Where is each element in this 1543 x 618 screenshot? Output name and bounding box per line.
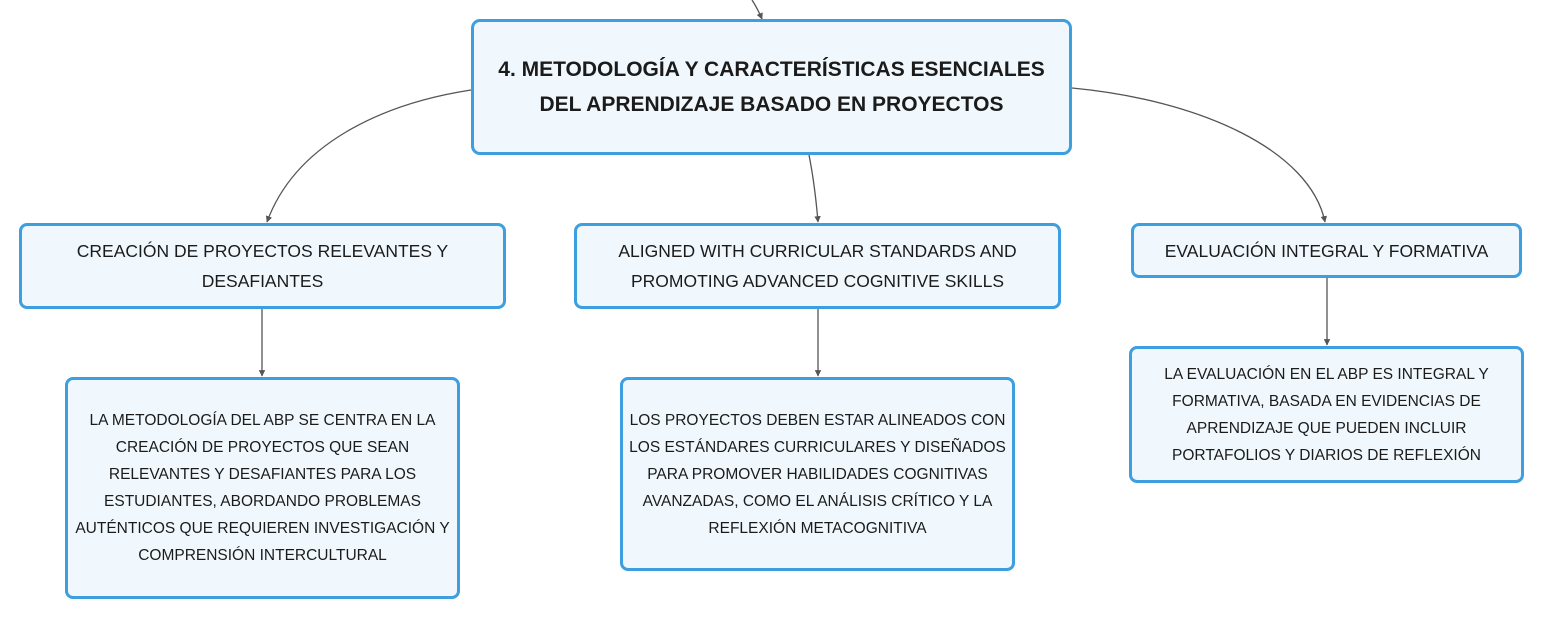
detail-node-3[interactable] [1129,346,1524,483]
detail-node-2-text: LOS PROYECTOS DEBEN ESTAR ALINEADOS CON LOS ESTÁNDARES CURRICULARES Y DISEÑADOS PARA PROMOVER HABILIDADES COGNITIVAS AVANZADAS, COMO EL ANÁLISIS CRÍTICO Y LA REFLEXIÓN METACOGNITIVA [629,411,1006,537]
detail-node-2[interactable] [620,377,1015,571]
branch-node-1[interactable] [19,223,506,309]
connector-root-to-branch-3 [1072,88,1325,222]
branch-node-3[interactable] [1131,223,1522,278]
branch-node-1-label: CREACIÓN DE PROYECTOS RELEVANTES Y DESAFIANTES [76,241,449,291]
branch-node-2-label: ALIGNED WITH CURRICULAR STANDARDS AND PROMOTING ADVANCED COGNITIVE SKILLS [618,241,1017,291]
root-node-title: 4. METODOLOGÍA Y CARACTERÍSTICAS ESENCIALES DEL APRENDIZAJE BASADO EN PROYECTOS [498,58,1045,116]
branch-node-2[interactable] [574,223,1061,309]
root-node[interactable] [471,19,1072,155]
detail-node-1[interactable] [65,377,460,599]
connector-root-to-branch-2 [809,155,818,222]
detail-node-3-text: LA EVALUACIÓN EN EL ABP ES INTEGRAL Y FORMATIVA, BASADA EN EVIDENCIAS DE APRENDIZAJE QUE PUEDEN INCLUIR PORTAFOLIOS Y DIARIOS DE REFLEXIÓN [1164,365,1489,464]
connector-root-to-branch-1 [267,90,471,222]
branch-node-3-label: EVALUACIÓN INTEGRAL Y FORMATIVA [1164,240,1489,261]
connector-parent-to-root [752,0,762,19]
detail-node-1-text: LA METODOLOGÍA DEL ABP SE CENTRA EN LA CREACIÓN DE PROYECTOS QUE SEAN RELEVANTES Y DESAFIANTES PARA LOS ESTUDIANTES, ABORDANDO PROBLEMAS AUTÉNTICOS QUE REQUIEREN INVESTIGACIÓN Y COMPRENSIÓN INTERCULTURAL [75,412,450,564]
